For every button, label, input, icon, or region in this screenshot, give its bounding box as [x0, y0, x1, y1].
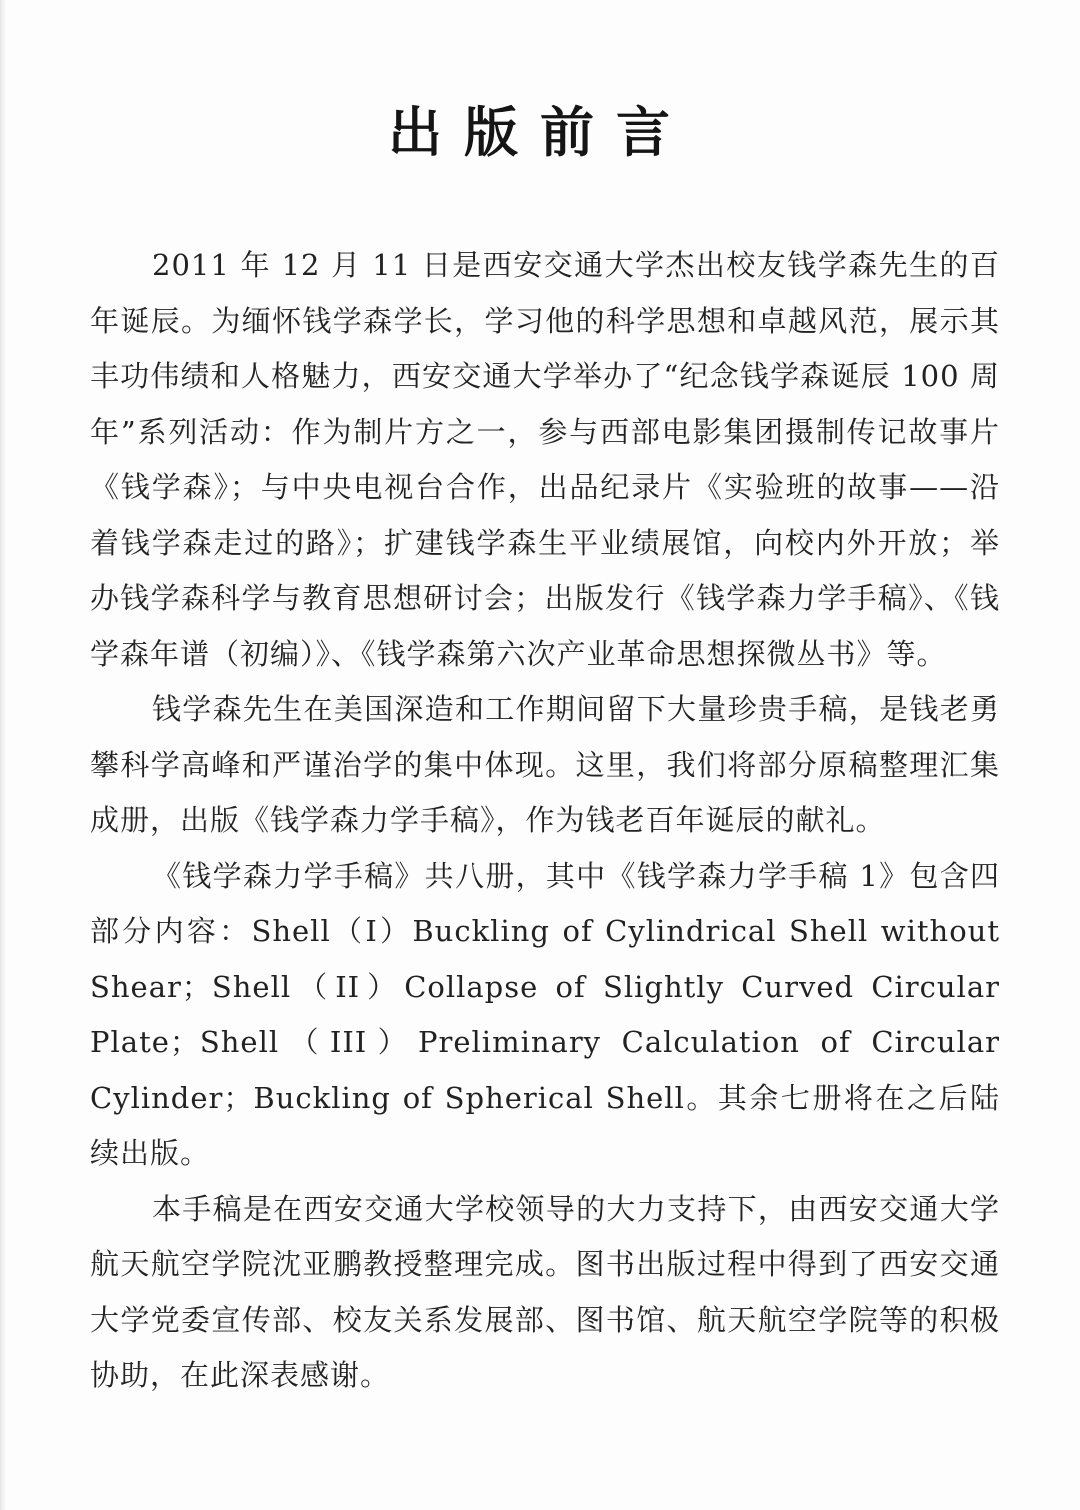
paragraph-2: 钱学森先生在美国深造和工作期间留下大量珍贵手稿，是钱老勇攀科学高峰和严谨治学的集中体现。这里，我们将部分原稿整理汇集成册，出版《钱学森力学手稿》，作为钱老百年诞辰的献礼。 [90, 692, 1000, 837]
paragraph-3: 《钱学森力学手稿》共八册，其中《钱学森力学手稿 1》包含四部分内容：Shell（I）Buckling of Cylindrical Shell without Shear；Shell（II）Collapse of Slightly Curved Circular Plate；Shell（III）Preliminary Calculation of Circular Cylinder；Buckling of Spherical Shell。其余七册将在之后陆续出版。 [90, 858, 1000, 1170]
paragraph-1: 2011 年 12 月 11 日是西安交通大学杰出校友钱学森先生的百年诞辰。为缅怀钱学森学长，学习他的科学思想和卓越风范，展示其丰功伟绩和人格魅力，西安交通大学举办了“纪念钱学森诞辰 100 周年”系列活动：作为制片方之一，参与西部电影集团摄制传记故事片《钱学森》；与中央电视台合作，出品纪录片《实验班的故事——沿着钱学森走过的路》；扩建钱学森生平业绩展馆，向校内外开放；举办钱学森科学与教育思想研讨会；出版发行《钱学森力学手稿》、《钱学森年谱（初编）》、《钱学森第六次产业革命思想探微丛书》等。 [90, 248, 1000, 671]
page-edge-shadow [0, 0, 6, 1510]
body-text [90, 238, 1000, 1404]
page-title: 出版前言 [388, 101, 692, 164]
paragraph-4: 本手稿是在西安交通大学校领导的大力支持下，由西安交通大学航天航空学院沈亚鹏教授整理完成。图书出版过程中得到了西安交通大学党委宣传部、校友关系发展部、图书馆、航天航空学院等的积极协助，在此深表感谢。 [90, 1191, 1000, 1392]
